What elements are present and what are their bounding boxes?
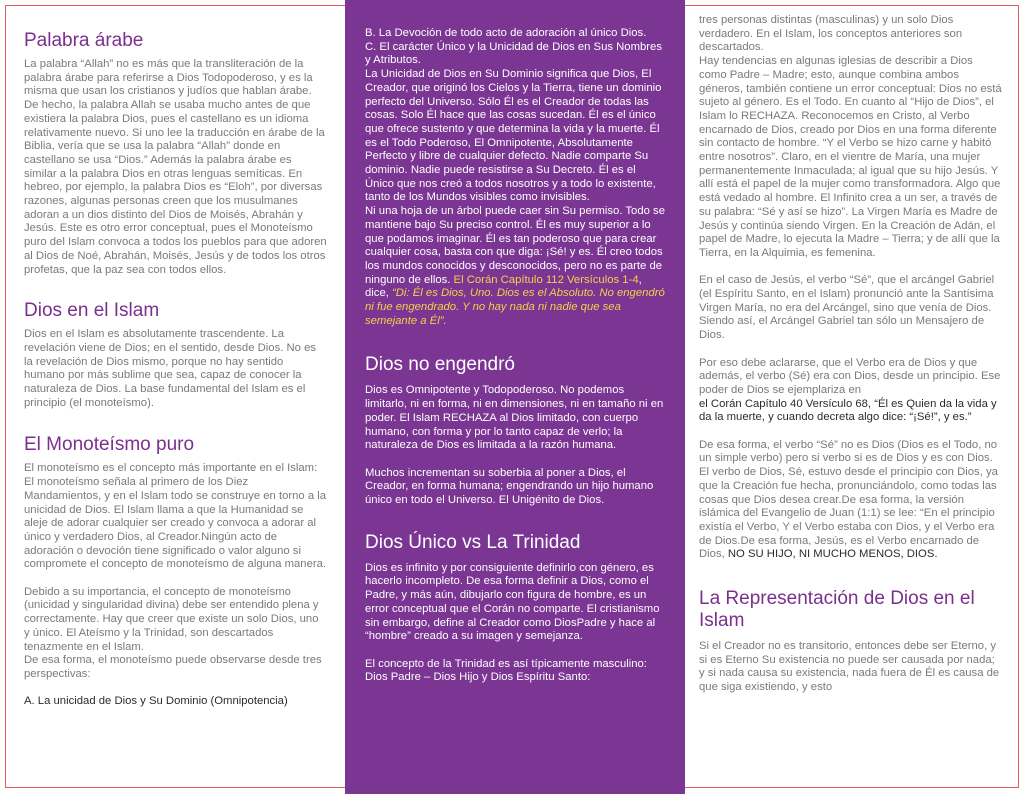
paragraph-verbo xyxy=(699,439,1002,562)
paragraph-text: , dice, xyxy=(365,273,642,300)
heading-dios-unico-vs-trinidad: Dios Único vs La Trinidad xyxy=(365,531,581,553)
paragraph: Hay tendencias en algunas iglesias de describir a Dios como Padre – Madre; esto, aunque combina ambos géneros, también contiene un error conceptual: Dios no está sujeto al género. Es el Todo. En cuanto al “Hijo de Dios”, el Islam lo RECHAZA. Reconocemos en Cristo, al Verbo encarnado de Dios, creado por Dios en una forma diferente sin contacto de hombre. “Y el Verbo se hizo carne y habitó entre nosotros”. Claro, en el vientre de María, una mujer permanentemente Inmaculada; al igual que su hijo Jesús. Y allí está el papel de la mujer como transformadora. Algo que está vedado al hombre. El Infinito crea a un ser, a través de su palabra: “Sé y así se hizo”. La Virgen María es Madre de Jesús y continúa siendo Virgen. En la Creación de Adán, el papel de Madre, lo ejecuta la Madre – Tierra; y de allí que la Tierra, en la Alquimia, es femenina. xyxy=(699,55,1002,259)
heading-representacion-de-dios: La Representación de Dios en el Islam xyxy=(699,588,975,632)
paragraph: Muchos incrementan su soberbia al poner a Dios, el Creador, en forma humana; engendrando un hijo humano único en todo el Universo. El Unigénito de Dios. xyxy=(365,466,654,507)
paragraph-perspective-a: A. La unicidad de Dios y Su Dominio (Omnipotencia) xyxy=(24,695,288,708)
paragraph: En el caso de Jesús, el verbo “Sé”, que el arcángel Gabriel (el Espíritu Santo, en el Islam) pronunció ante la Santísima Virgen María, no era del Arcángel, sino que venía de Dios. Siendo así, el Arcángel Gabriel tan sólo un Mensajero de Dios. xyxy=(699,274,995,342)
middle-column xyxy=(345,0,685,794)
paragraph-text: De esa forma, el verbo “Sé” no es Dios (Dios es el Todo, no un simple verbo) pero si verbo si es de Dios y es con Dios. El verbo de Dios, Sé, estuvo desde el principio con Dios, ya que la Creación fue hecha, pronunciándolo, como todas las cosas que Dios desea crear.De esa forma, la versión islámica del Evangelio de Juan (1:1) se lee: “En el principio existía el Verbo, Y el Verbo estaba con Dios, y el Verbo era de Dios.De esa forma, Jesús, es el Verbo encarnado de Dios, xyxy=(699,438,998,561)
paragraph: Si el Creador no es transitorio, entonces debe ser Eterno, y si es Eterno Su existencia no puede ser causada por nada; y si nada causa su existencia, nada fuera de Él es causa de que siga existiendo, y esto xyxy=(699,640,1000,694)
heading-dios-no-engendro: Dios no engendró xyxy=(365,354,515,376)
emphasis-no-su-hijo: NO SU HIJO, NI MUCHO MENOS, DIOS. xyxy=(724,548,938,561)
perspective-b: B. La Devoción de todo acto de adoración al único Dios. xyxy=(365,27,647,39)
paragraph: El monoteísmo es el concepto más importante en el Islam: El monoteísmo señala al primero de los Diez Mandamientos, y en el Islam todo se construye en torno a la unicidad de Dios. El Islam llama a que la Humanidad se aleje de adorar cualquier ser creado y convoca a adorar al único y verdadero Dios, al Creador.Ningún acto de adoración o devoción tiene significado o valor alguno si compromete el concepto de monoteísmo de alguna manera. xyxy=(24,462,327,571)
quran-citation: el Corán Capítulo 40 Versículo 68, “Él es Quien da la vida y da la muerte, y cuando decreta algo dice: “¡Sé!”, y es.” xyxy=(699,397,997,424)
heading-monoteismo-puro: El Monoteísmo puro xyxy=(24,434,195,456)
paragraph: La palabra “Allah” no es más que la transliteración de la palabra árabe para referirse a Dios Todopoderoso, y es la misma que usan los cristianos y judíos que hablan árabe. De hecho, la palabra Allah se usaba mucho antes de que existiera la palabra Dios, pues el castellano es un idioma relativamente nuevo. Si uno lee la traducción en árabe de la Biblia, vería que se usa la palabra “Allah” donde en castellano se usa “Dios.” Además la palabra árabe es similar a la palabra Dios en otras lenguas semíticas. En hebreo, por ejemplo, la palabra Dios es “Eloh”, por diversas razones, algunas personas creen que los musulmanes adoran a un dios distinto del Dios de Moisés, Abrahán y Jesús. Este es otro error conceptual, pues el Monoteísmo puro del Islam convoca a todos los pueblos para que adoren al Dios de Noé, Abrahán, Moisés, Jesús y de todos los otros profetas, que la paz sea con todos ellos. xyxy=(24,58,327,276)
left-column xyxy=(6,0,345,794)
heading-dios-en-el-islam: Dios en el Islam xyxy=(24,300,160,322)
perspective-c: C. El carácter Único y la Unicidad de Dios en Sus Nombres y Atributos. xyxy=(365,40,662,67)
paragraph-quran xyxy=(365,205,665,328)
right-column xyxy=(685,0,1018,794)
paragraph: Dios es Omnipotente y Todopoderoso. No podemos limitarlo, ni en forma, ni en dimensiones, ni en tamaño ni en poder. El Islam RECHAZA al Dios limitado, con cuerpo humano, con forma y por lo tanto capaz de verlo; la naturaleza de Dios es limitada a la razón humana. xyxy=(365,384,664,452)
quran-quote: “Di: Él es Dios, Uno. Dios es el Absoluto. No engendró ni fue engendrado. Y no hay nada ni nadie que sea semejante a Él”. xyxy=(365,287,665,327)
paragraph: De esa forma, el monoteísmo puede observarse desde tres perspectivas: xyxy=(24,654,322,680)
paragraph: Por eso debe aclararse, que el Verbo era de Dios y que además, el verbo (Sé) era con Dios, desde un principio. Ese poder de Dios se ejemplariza en xyxy=(699,356,1001,396)
paragraph: La Unicidad de Dios en Su Dominio significa que Dios, El Creador, que originó los Cielos y la Tierra, tiene un dominio perfecto del Universo. Sólo Él es el Creador de todas las cosas. Solo Él hace que las cosas sucedan. Él es el único que ofrece sustento y que determina la vida y la muerte. Él es el Todo Poderoso, El Omnipotente, Absolutamente Perfecto y libre de cualquier defecto. Nadie comparte Su dominio. Nadie puede resistirse a Su Decreto. Él es el Único que nos creó a todos nosotros y a todo lo existente, tanto de los Mundos visibles como invisibles. xyxy=(365,68,662,204)
paragraph: tres personas distintas (masculinas) y un solo Dios verdadero. En el Islam, los conceptos anteriores son descartados. xyxy=(699,14,963,54)
paragraph: Debido a su importancia, el concepto de monoteísmo (unicidad y singularidad divina) debe ser entendido plena y correctamente. Hay que creer que existe un solo Dios, uno y único. El Ateísmo y la Trinidad, son descartados tenazmente en el Islam. xyxy=(24,585,319,653)
paragraph: Dios es infinito y por consiguiente definirlo con género, es hacerlo incompleto. De esa forma definir a Dios, como el Padre, y más aún, dibujarlo con figura de hombre, es un error conceptual que el Corán no comparte. El cristianismo sin embargo, define al Creador como DiosPadre y hace al “hombre” creado a su imagen y semejanza. xyxy=(365,561,660,643)
paragraph-text: Ni una hoja de un árbol puede caer sin Su permiso. Todo se mantiene bajo Su preciso control. Él es muy superior a lo que podamos imaginar. Él es tan poderoso que para crear cualquier cosa, basta con que diga: ¡Sé! y es. Él creo todos los mundos conocidos y desconocidos, pero no es parte de ninguno de ellos. xyxy=(365,205,665,286)
heading-palabra-arabe: Palabra árabe xyxy=(24,30,144,51)
paragraph: Dios en el Islam es absolutamente trascendente. La revelación viene de Dios; en el sentido, desde Dios. No es la revelación de Dios mismo, porque no hay sentido humano por más sublime que sea, capaz de conocer la naturaleza de Dios. La base fundamental del Islam es el principio (el monoteísmo). xyxy=(24,328,317,409)
quran-reference: El Corán Capítulo 112 Versículos 1-4 xyxy=(450,273,639,286)
paragraph: El concepto de la Trinidad es así típicamente masculino: Dios Padre – Dios Hijo y Dios Espíritu Santo: xyxy=(365,657,647,684)
